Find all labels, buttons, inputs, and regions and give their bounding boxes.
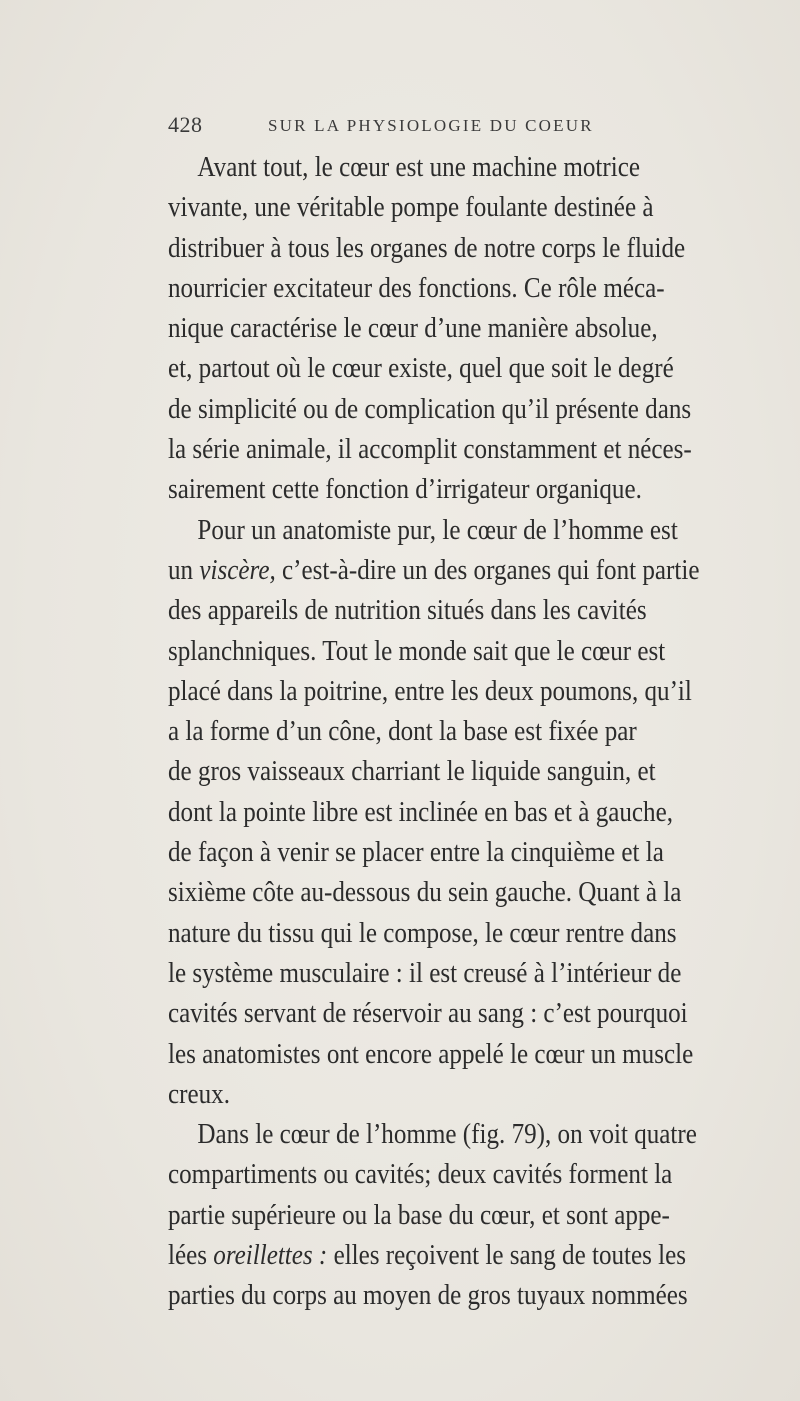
text-line: parties du corps au moyen de gros tuyaux nommées [168,1279,688,1312]
text-segment: un [168,553,200,586]
text-line: cavités servant de réservoir au sang : c’est pourquoi [168,997,688,1030]
text-line: a la forme d’un cône, dont la base est fixée par [168,715,637,748]
page-number: 428 [168,112,203,137]
text-line: de simplicité ou de complication qu’il présente dans [168,392,692,425]
text-segment: elles reçoivent le sang de toutes les [327,1239,687,1272]
text-line: dont la pointe libre est inclinée en bas et à gauche, [168,795,673,828]
text-line: distribuer à tous les organes de notre corps le fluide [168,231,686,264]
text-line: la série animale, il accomplit constamment et néces- [168,433,692,466]
text-line: le système musculaire : il est creusé à l’intérieur de [168,956,682,989]
text-line: et, partout où le cœur existe, quel que soit le degré [168,352,674,385]
text-line [168,1235,711,1275]
page-header [168,112,798,142]
text-line: sixième côte au-dessous du sein gauche. Quant à la [168,876,682,909]
text-line: Pour un anatomiste pur, le cœur de l’homme est [197,513,678,546]
text-line: partie supérieure ou la base du cœur, et sont appe- [168,1198,670,1231]
text-line: compartiments ou cavités; deux cavités forment la [168,1158,673,1191]
text-line: placé dans la poitrine, entre les deux poumons, qu’il [168,674,692,707]
text-line: sairement cette fonction d’irrigateur organique. [168,473,642,506]
text-line: des appareils de nutrition situés dans les cavités [168,594,647,627]
text-line: Dans le cœur de l’homme (fig. 79), on voit quatre [197,1118,697,1151]
text-segment: c’est-à-dire un des organes qui font partie [275,553,700,586]
text-line: nature du tissu qui le compose, le cœur rentre dans [168,916,677,949]
text-line: splanchniques. Tout le monde sait que le cœur est [168,634,666,667]
text-line: de gros vaisseaux charriant le liquide sanguin, et [168,755,656,788]
text-line: vivante, une véritable pompe foulante destinée à [168,191,654,224]
text-line: nique caractérise le cœur d’une manière absolue, [168,312,658,345]
text-line: nourricier excitateur des fonctions. Ce rôle méca- [168,271,665,304]
italic-term: oreillettes : [213,1239,328,1272]
running-head: SUR LA PHYSIOLOGIE DU COEUR [268,116,594,135]
text-line: les anatomistes ont encore appelé le cœur un muscle [168,1037,694,1070]
body-text [168,147,796,1316]
text-line [168,550,711,590]
text-line: Avant tout, le cœur est une machine motrice [197,151,640,183]
text-segment: lées [168,1239,214,1272]
italic-term: viscère, [199,553,276,586]
text-line: creux. [168,1077,230,1110]
text-line: de façon à venir se placer entre la cinquième et la [168,836,664,869]
